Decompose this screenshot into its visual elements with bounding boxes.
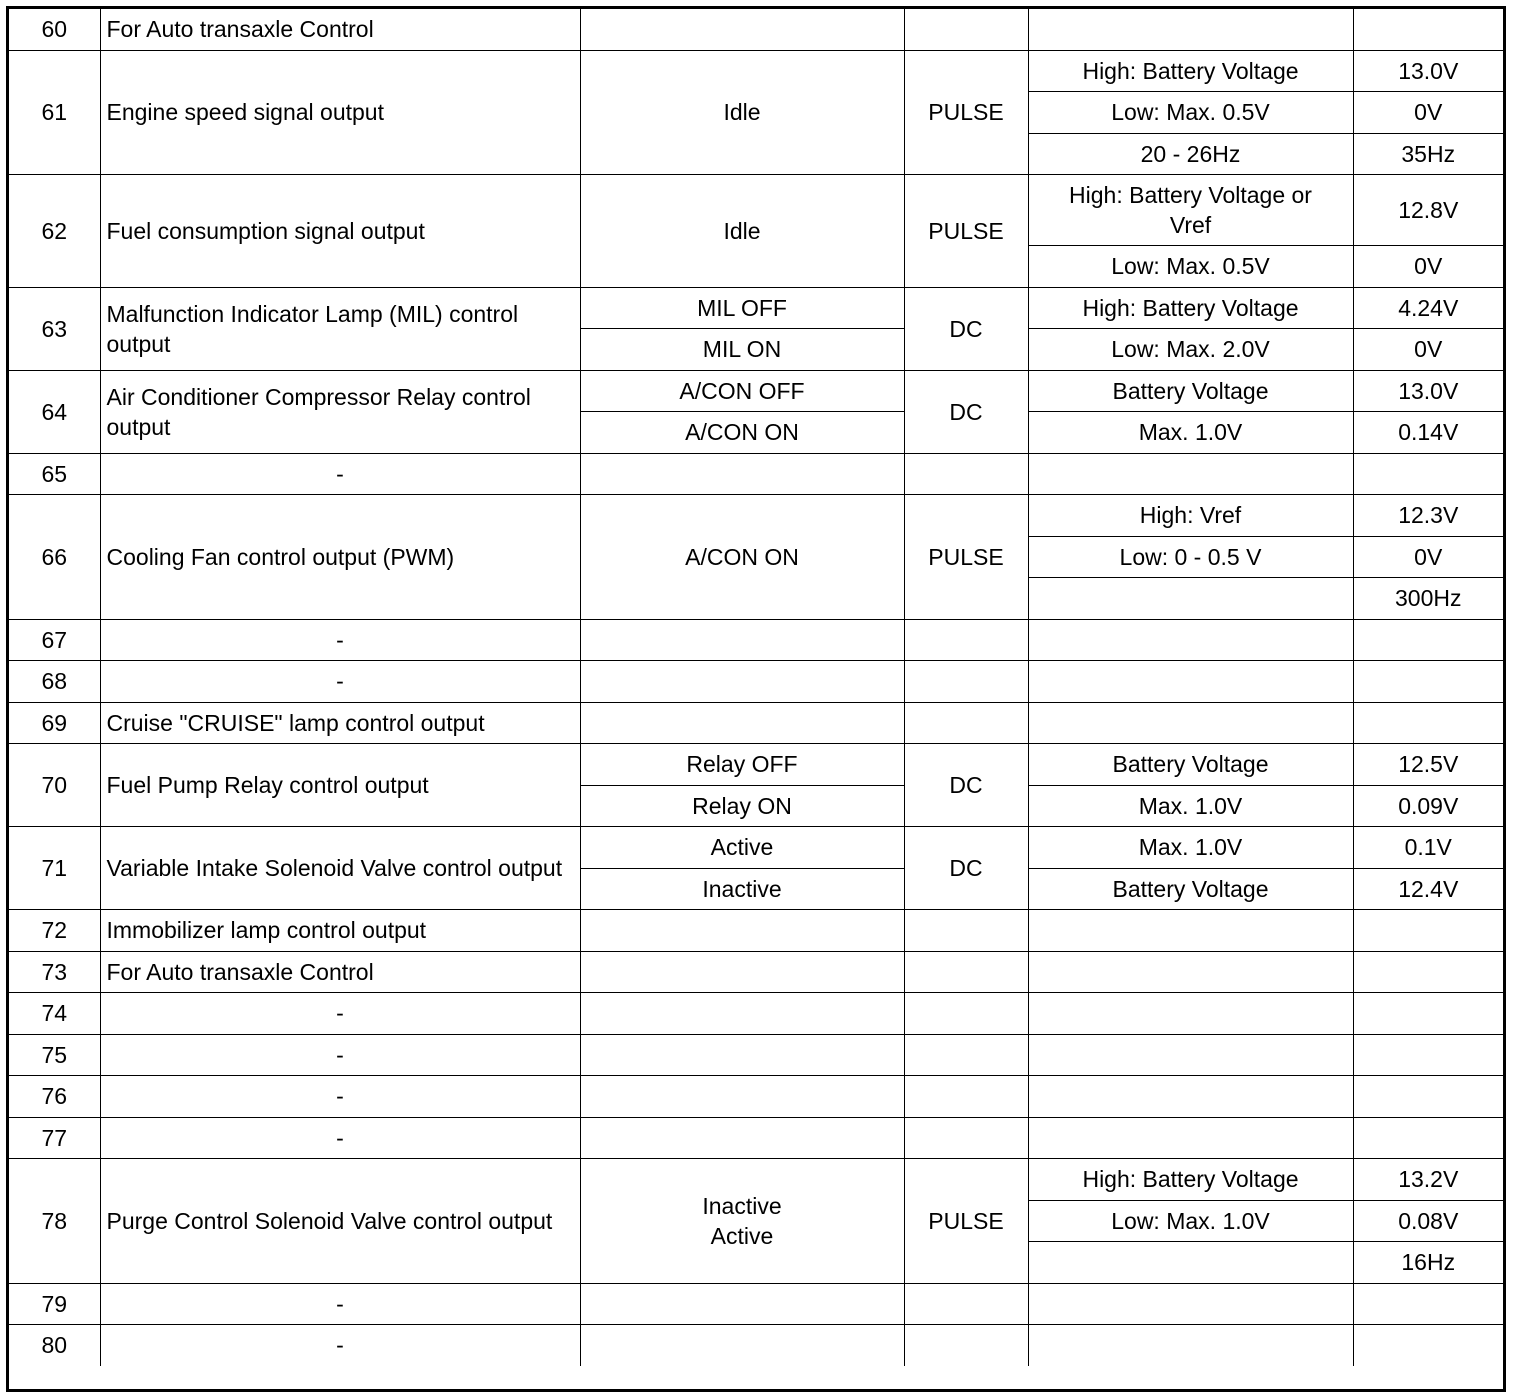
condition-cell bbox=[580, 993, 904, 1035]
type-cell bbox=[904, 9, 1028, 50]
spec-cell: High: Vref bbox=[1028, 495, 1353, 537]
table-row bbox=[9, 495, 1503, 537]
spec-cell: Low: Max. 1.0V bbox=[1028, 1200, 1353, 1242]
pin-description: - bbox=[100, 993, 580, 1035]
pin-number: 79 bbox=[9, 1283, 100, 1325]
table-row bbox=[9, 287, 1503, 329]
type-cell: PULSE bbox=[904, 50, 1028, 175]
measured-cell: 13.2V bbox=[1353, 1159, 1503, 1201]
pin-number: 80 bbox=[9, 1325, 100, 1366]
condition-cell bbox=[580, 619, 904, 661]
condition-cell bbox=[580, 1117, 904, 1159]
table-row bbox=[9, 1159, 1503, 1201]
measured-cell: 4.24V bbox=[1353, 287, 1503, 329]
measured-cell: 0.14V bbox=[1353, 412, 1503, 454]
pin-number: 65 bbox=[9, 453, 100, 495]
measured-cell: 35Hz bbox=[1353, 133, 1503, 175]
measured-cell: 16Hz bbox=[1353, 1242, 1503, 1284]
measured-cell bbox=[1353, 619, 1503, 661]
table-row bbox=[9, 702, 1503, 744]
pin-description: Fuel consumption signal output bbox=[100, 175, 580, 288]
measured-cell bbox=[1353, 1283, 1503, 1325]
spec-cell bbox=[1028, 619, 1353, 661]
spec-cell: Max. 1.0V bbox=[1028, 412, 1353, 454]
condition-cell: A/CON ON bbox=[580, 495, 904, 620]
spec-cell: Battery Voltage bbox=[1028, 744, 1353, 786]
type-cell bbox=[904, 993, 1028, 1035]
type-cell bbox=[904, 951, 1028, 993]
pin-description: Malfunction Indicator Lamp (MIL) control output bbox=[100, 287, 580, 370]
type-cell bbox=[904, 1076, 1028, 1118]
table-row bbox=[9, 370, 1503, 412]
spec-cell bbox=[1028, 1076, 1353, 1118]
spec-cell bbox=[1028, 1117, 1353, 1159]
pin-number: 60 bbox=[9, 9, 100, 50]
type-cell bbox=[904, 702, 1028, 744]
condition-cell bbox=[580, 1076, 904, 1118]
pin-number: 61 bbox=[9, 50, 100, 175]
measured-cell: 0.09V bbox=[1353, 785, 1503, 827]
measured-cell bbox=[1353, 1325, 1503, 1366]
type-cell: DC bbox=[904, 370, 1028, 453]
pin-number: 69 bbox=[9, 702, 100, 744]
type-cell bbox=[904, 1283, 1028, 1325]
type-cell: DC bbox=[904, 287, 1028, 370]
pin-number: 67 bbox=[9, 619, 100, 661]
condition-cell: A/CON OFF bbox=[580, 370, 904, 412]
measured-cell: 0.08V bbox=[1353, 1200, 1503, 1242]
measured-cell bbox=[1353, 9, 1503, 50]
pin-description: Engine speed signal output bbox=[100, 50, 580, 175]
measured-cell: 13.0V bbox=[1353, 370, 1503, 412]
table-row bbox=[9, 175, 1503, 246]
condition-cell: MIL ON bbox=[580, 329, 904, 371]
table-row bbox=[9, 1117, 1503, 1159]
pin-spec-table bbox=[6, 6, 1506, 1392]
measured-cell bbox=[1353, 453, 1503, 495]
spec-cell: High: Battery Voltage bbox=[1028, 287, 1353, 329]
condition-cell bbox=[580, 661, 904, 703]
type-cell: PULSE bbox=[904, 175, 1028, 288]
pin-description: Purge Control Solenoid Valve control output bbox=[100, 1159, 580, 1284]
pin-description: - bbox=[100, 1076, 580, 1118]
pin-description: For Auto transaxle Control bbox=[100, 9, 580, 50]
measured-cell bbox=[1353, 910, 1503, 952]
spec-cell bbox=[1028, 578, 1353, 620]
spec-cell bbox=[1028, 1242, 1353, 1284]
measured-cell: 0V bbox=[1353, 536, 1503, 578]
type-cell: PULSE bbox=[904, 1159, 1028, 1284]
type-cell bbox=[904, 453, 1028, 495]
pin-number: 64 bbox=[9, 370, 100, 453]
spec-cell: High: Battery Voltage or Vref bbox=[1028, 175, 1353, 246]
table-row bbox=[9, 827, 1503, 869]
pin-description: - bbox=[100, 1283, 580, 1325]
pin-description: For Auto transaxle Control bbox=[100, 951, 580, 993]
pin-description: Fuel Pump Relay control output bbox=[100, 744, 580, 827]
pin-description: Immobilizer lamp control output bbox=[100, 910, 580, 952]
condition-cell: Idle bbox=[580, 175, 904, 288]
pin-description: Cruise "CRUISE" lamp control output bbox=[100, 702, 580, 744]
pin-description: - bbox=[100, 661, 580, 703]
pin-description: - bbox=[100, 1117, 580, 1159]
condition-line: Inactive bbox=[702, 1192, 782, 1219]
condition-cell bbox=[580, 1325, 904, 1366]
spec-cell: Low: Max. 0.5V bbox=[1028, 92, 1353, 134]
spec-cell bbox=[1028, 702, 1353, 744]
pin-number: 73 bbox=[9, 951, 100, 993]
condition-line: Active bbox=[710, 1222, 774, 1249]
spec-cell bbox=[1028, 9, 1353, 50]
table-row bbox=[9, 951, 1503, 993]
condition-cell: Relay OFF bbox=[580, 744, 904, 786]
spec-cell: Battery Voltage bbox=[1028, 370, 1353, 412]
pin-description: Variable Intake Solenoid Valve control output bbox=[100, 827, 580, 910]
pin-number: 74 bbox=[9, 993, 100, 1035]
condition-cell: Idle bbox=[580, 50, 904, 175]
type-cell bbox=[904, 1117, 1028, 1159]
measured-cell: 0V bbox=[1353, 92, 1503, 134]
pin-description: - bbox=[100, 619, 580, 661]
pin-description: - bbox=[100, 1034, 580, 1076]
measured-cell: 12.5V bbox=[1353, 744, 1503, 786]
table-row bbox=[9, 1325, 1503, 1366]
pin-description: Cooling Fan control output (PWM) bbox=[100, 495, 580, 620]
spec-cell bbox=[1028, 951, 1353, 993]
spec-cell bbox=[1028, 910, 1353, 952]
spec-cell bbox=[1028, 1325, 1353, 1366]
spec-cell bbox=[1028, 1034, 1353, 1076]
measured-cell: 12.3V bbox=[1353, 495, 1503, 537]
condition-cell bbox=[580, 1283, 904, 1325]
measured-cell bbox=[1353, 1076, 1503, 1118]
type-cell: DC bbox=[904, 827, 1028, 910]
pin-number: 72 bbox=[9, 910, 100, 952]
pin-description: - bbox=[100, 1325, 580, 1366]
spec-cell bbox=[1028, 993, 1353, 1035]
measured-cell: 300Hz bbox=[1353, 578, 1503, 620]
measured-cell: 12.8V bbox=[1353, 175, 1503, 246]
measured-cell bbox=[1353, 951, 1503, 993]
measured-cell bbox=[1353, 1117, 1503, 1159]
measured-cell bbox=[1353, 993, 1503, 1035]
measured-cell bbox=[1353, 1034, 1503, 1076]
spec-cell: Low: Max. 0.5V bbox=[1028, 246, 1353, 288]
measured-cell: 12.4V bbox=[1353, 868, 1503, 910]
table-row bbox=[9, 9, 1503, 50]
pin-description: Air Conditioner Compressor Relay control output bbox=[100, 370, 580, 453]
pin-description: - bbox=[100, 453, 580, 495]
type-cell bbox=[904, 661, 1028, 703]
measured-cell: 0V bbox=[1353, 246, 1503, 288]
spec-cell bbox=[1028, 661, 1353, 703]
spec-cell: Battery Voltage bbox=[1028, 868, 1353, 910]
condition-cell bbox=[580, 1159, 904, 1284]
table-row bbox=[9, 453, 1503, 495]
pin-number: 68 bbox=[9, 661, 100, 703]
measured-cell: 0.1V bbox=[1353, 827, 1503, 869]
pin-number: 75 bbox=[9, 1034, 100, 1076]
measured-cell bbox=[1353, 661, 1503, 703]
pin-number: 62 bbox=[9, 175, 100, 288]
spec-cell: 20 - 26Hz bbox=[1028, 133, 1353, 175]
condition-cell bbox=[580, 910, 904, 952]
measured-cell: 13.0V bbox=[1353, 50, 1503, 92]
type-cell bbox=[904, 1034, 1028, 1076]
pin-number: 66 bbox=[9, 495, 100, 620]
type-cell bbox=[904, 1325, 1028, 1366]
condition-cell bbox=[580, 951, 904, 993]
type-cell bbox=[904, 619, 1028, 661]
table-row bbox=[9, 993, 1503, 1035]
table-row bbox=[9, 50, 1503, 92]
pin-number: 70 bbox=[9, 744, 100, 827]
table-row bbox=[9, 1283, 1503, 1325]
pin-number: 78 bbox=[9, 1159, 100, 1284]
spec-cell: High: Battery Voltage bbox=[1028, 50, 1353, 92]
table-row bbox=[9, 661, 1503, 703]
condition-cell: MIL OFF bbox=[580, 287, 904, 329]
condition-cell bbox=[580, 702, 904, 744]
measured-cell bbox=[1353, 702, 1503, 744]
spec-cell bbox=[1028, 1283, 1353, 1325]
type-cell bbox=[904, 910, 1028, 952]
table-row bbox=[9, 1076, 1503, 1118]
type-cell: DC bbox=[904, 744, 1028, 827]
pin-number: 71 bbox=[9, 827, 100, 910]
pin-number: 76 bbox=[9, 1076, 100, 1118]
spec-cell bbox=[1028, 453, 1353, 495]
type-cell: PULSE bbox=[904, 495, 1028, 620]
pin-number: 77 bbox=[9, 1117, 100, 1159]
condition-cell: A/CON ON bbox=[580, 412, 904, 454]
spec-cell: Low: 0 - 0.5 V bbox=[1028, 536, 1353, 578]
condition-cell bbox=[580, 9, 904, 50]
spec-cell: Low: Max. 2.0V bbox=[1028, 329, 1353, 371]
condition-cell: Relay ON bbox=[580, 785, 904, 827]
table-row bbox=[9, 619, 1503, 661]
table-row bbox=[9, 1034, 1503, 1076]
condition-cell: Inactive bbox=[580, 868, 904, 910]
pin-number: 63 bbox=[9, 287, 100, 370]
spec-cell: High: Battery Voltage bbox=[1028, 1159, 1353, 1201]
spec-cell: Max. 1.0V bbox=[1028, 827, 1353, 869]
table-row bbox=[9, 910, 1503, 952]
condition-cell bbox=[580, 1034, 904, 1076]
spec-cell: Max. 1.0V bbox=[1028, 785, 1353, 827]
condition-cell bbox=[580, 453, 904, 495]
table-row bbox=[9, 744, 1503, 786]
measured-cell: 0V bbox=[1353, 329, 1503, 371]
condition-cell: Active bbox=[580, 827, 904, 869]
